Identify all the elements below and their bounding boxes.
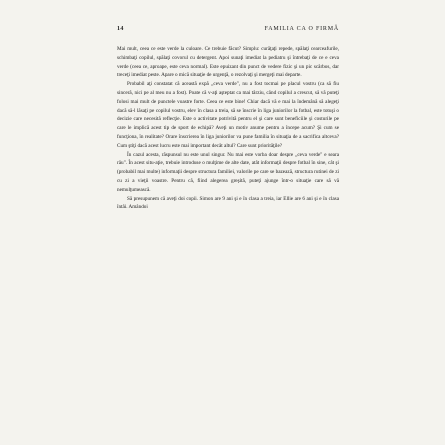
paragraph: Să presupunem că aveţi doi copii. Simon are 9 ani şi e în clasa a treia, iar Ellie are 6 ani şi e în clasa întâi. Amândoi	[117, 195, 339, 211]
paragraph: Probabil aţi constatat că această expă „ceva verde", nu a fost tocmai pe placul vostru (ca să fiu sinceră, nici pe al meu nu a fost). Poate că v-aţi aşteptat ca mai târziu, când copilul a crescut, să vă puteţi folosi mai mult de punctele voastre forte. Ceea ce este bine! Chiar dacă vă e mai la îndemână să alegeţi dacă să-l lăsaţi pe copilul vostru, elev în clasa a treia, să se înscrie în liga juniorilor la fotbal, este totuşi o decizie care necesită reflecţie. Este o activitate potrivită pentru el şi care sunt beneficiile şi costurile pe care le implică acest tip de sport de echipă? Aveţi un motiv anume pentru a începe acum? Şi cum se funcţiona, în realitate? Orare înscrierea în liga juniorilor va pune familia în situaţia de a sacrifica altceva? Cum ştiţi dacă acest lucru este mai important decât altul? Care sunt priorităţile?	[117, 81, 339, 149]
paragraph: În cazul acesta, răspunsul nu este unul singur. Nu mai este vorba doar despre „ceva verde" e seara râu". În acest situ-aţie, trebuie introduse o mulţime de alte date, atât informaţii despre fotbal în sine, cât şi (probabil mai multe) informaţii despre structura familiei, valorile pe care se bazează, structura rutinei de zi cu zi a vieţii voastre. Pentru că, fiind alegerea greşită, puteţi ajunge într-o situaţie care să vă nemulţumească.	[117, 151, 339, 193]
running-title: FAMILIA CA O FIRMĂ	[264, 26, 339, 32]
page-header	[117, 26, 339, 32]
paragraph: Mai mult, ceea ce este verde la culoare. Ce trebuie făcut? Simplu: curăţaţi repede, spălaţi cearceafurile, schimbaţi copilul, spălaţi covorul cu detergent. Apoi sunaţi imediat la pediatru şi întrebaţi de ce e ceva verde (ceea ce, aproape, este ceva normal). Este epuizant din punct de vedere fizic şi un pic scârbos, dar treceţi imediat peste. Apare o mică situaţie de urgenţă, o rezolvaţi şi mergeţi mai departe.	[117, 46, 339, 79]
body-text	[117, 45, 339, 212]
page-number: 14	[117, 26, 124, 32]
